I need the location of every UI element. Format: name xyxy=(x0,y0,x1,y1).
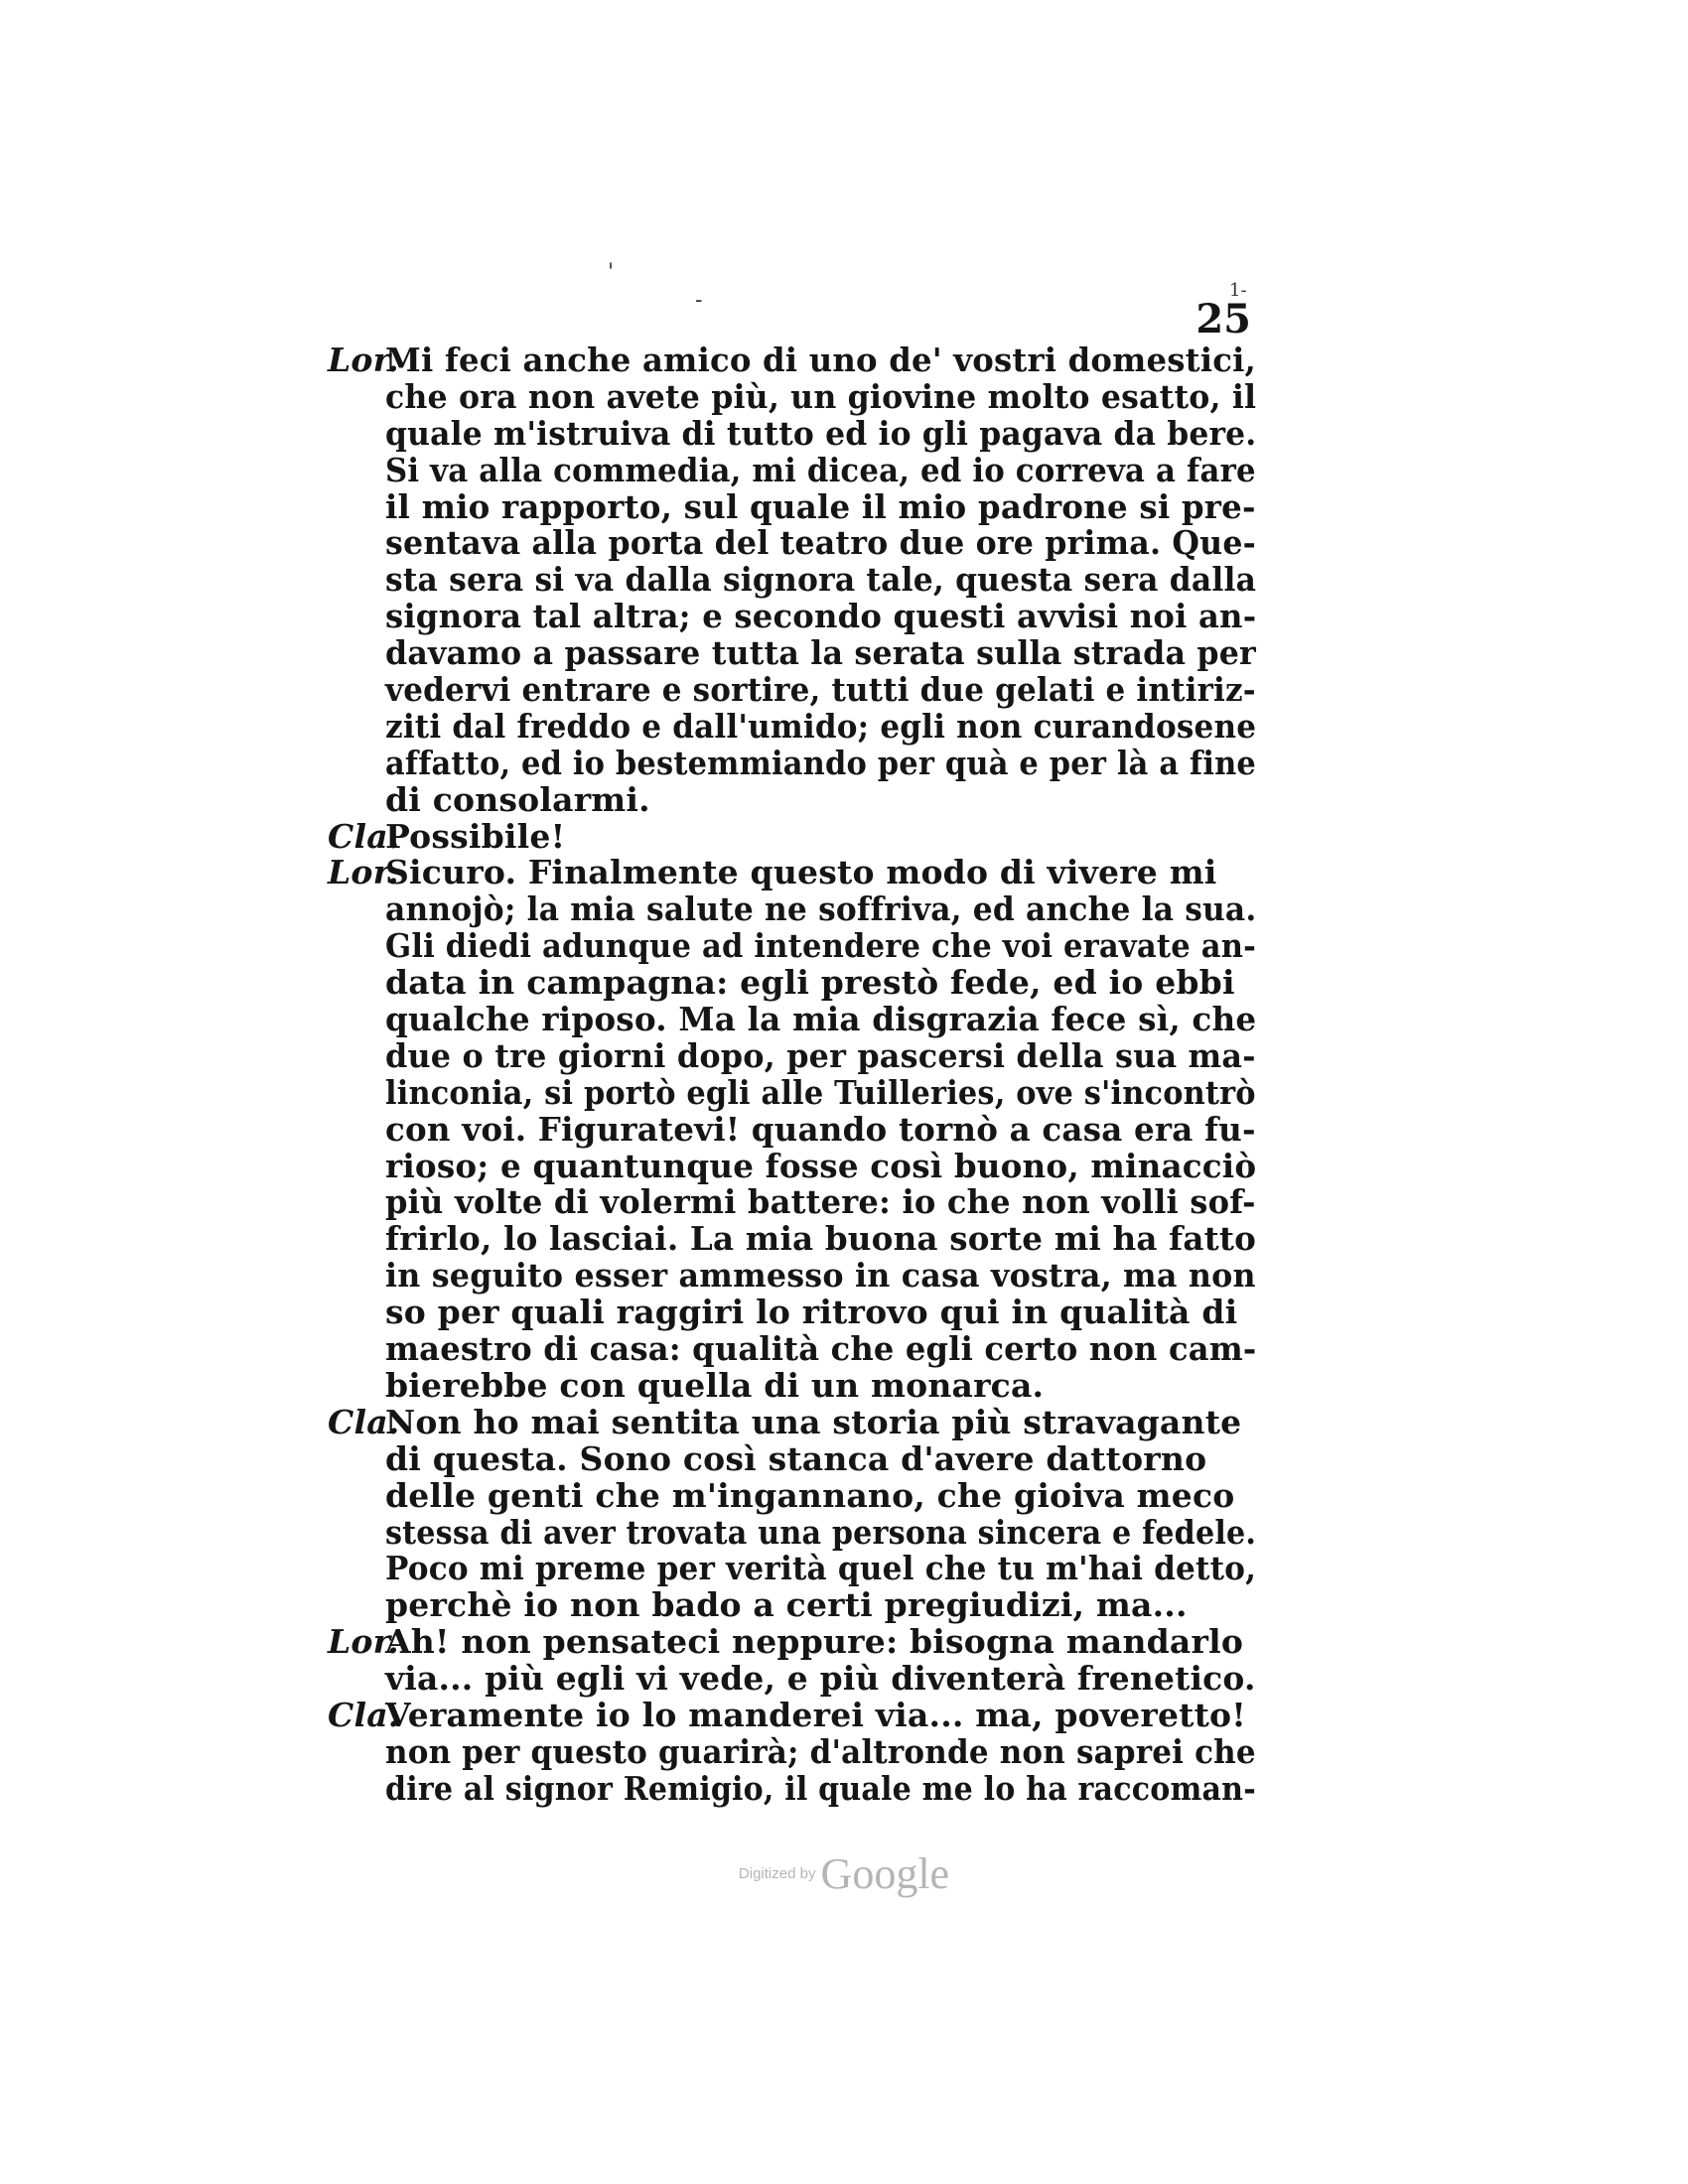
text-line xyxy=(328,743,1256,782)
line-text: ziti dal freddo e dall'umido; egli non curandosene xyxy=(385,706,1257,746)
text-line xyxy=(328,1295,1256,1331)
text-line xyxy=(328,855,1256,891)
line-text: il mio rapporto, sul quale il mio padrone si pre- xyxy=(385,486,1256,526)
text-line xyxy=(328,1512,1257,1552)
text-line xyxy=(328,1587,1256,1624)
page-number: 25 xyxy=(1196,296,1251,342)
text-line xyxy=(328,525,1256,562)
digitized-by-google-watermark xyxy=(0,1848,1688,1899)
line-text: stessa di aver trovata una persona sincera e fedele. xyxy=(385,1512,1257,1552)
line-text: dire al signor Remigio, il quale me lo ha raccoman- xyxy=(385,1768,1256,1808)
text-line xyxy=(328,965,1256,1002)
line-text: davamo a passare tutta la serata sulla strada per xyxy=(385,633,1256,673)
line-text: non per questo guarirà; d'altronde non saprei che xyxy=(385,1731,1256,1771)
line-text: Mi feci anche amico di uno de' vostri domestici, xyxy=(385,341,1256,379)
text-line xyxy=(328,1331,1256,1368)
text-line xyxy=(328,779,1256,819)
line-text: quale m'istruiva di tutto ed io gli pagava da bere. xyxy=(385,413,1257,453)
line-text: sta sera si va dalla signora tale, questa sera dalla xyxy=(385,560,1257,600)
line-text: delle genti che m'ingannano, che gioiva meco xyxy=(385,1475,1235,1515)
line-text: che ora non avete più, un giovine molto esatto, il xyxy=(385,376,1257,416)
line-text: vedervi entrare e sortire, tutti due gelati e intiriz- xyxy=(385,670,1256,710)
text-line xyxy=(328,1438,1256,1478)
text-line xyxy=(328,1551,1256,1587)
text-line xyxy=(328,1109,1256,1149)
text-line xyxy=(328,376,1257,416)
line-text: qualche riposo. Ma la mia disgrazia fece sì, che xyxy=(385,1000,1257,1039)
text-line xyxy=(328,928,1256,965)
line-text: Ah! non pensateci neppure: bisogna mandarlo xyxy=(385,1622,1244,1662)
text-line xyxy=(328,486,1256,526)
line-text: Possibile! xyxy=(385,816,566,856)
text-line xyxy=(328,413,1257,453)
text-line xyxy=(328,1402,1256,1441)
line-text: Poco mi preme per verità quel che tu m'hai detto, xyxy=(385,1549,1257,1588)
text-line xyxy=(328,1002,1256,1038)
text-line xyxy=(328,450,1256,489)
text-line xyxy=(328,1475,1256,1515)
speaker-label: Cla. xyxy=(328,1402,400,1441)
text-line xyxy=(328,1661,1256,1698)
line-text: di consolarmi. xyxy=(385,779,650,819)
text-line xyxy=(328,1072,1256,1112)
line-text: due o tre giorni dopo, per pascersi della sua ma- xyxy=(385,1035,1256,1075)
text-line xyxy=(328,1258,1256,1295)
text-line xyxy=(328,342,1256,379)
line-text: Veramente io lo manderei via... ma, poveretto! xyxy=(385,1695,1246,1734)
text-line xyxy=(328,599,1256,635)
text-line xyxy=(328,672,1256,709)
watermark-brand: Google xyxy=(820,1849,950,1898)
line-text: bierebbe con quella di un monarca. xyxy=(385,1365,1045,1405)
text-line xyxy=(328,1146,1257,1185)
stray-mark-right: 1- xyxy=(1229,280,1247,301)
line-text: più volte di volermi battere: io che non volli sof- xyxy=(385,1182,1256,1222)
text-line xyxy=(328,1768,1256,1808)
speaker-label: Lor. xyxy=(328,1622,399,1662)
text-line xyxy=(328,891,1256,928)
line-text: via... più egli vi vede, e più diventerà frenetico. xyxy=(385,1659,1256,1699)
watermark-prefix: Digitized by xyxy=(738,1865,816,1882)
text-line xyxy=(328,1731,1256,1771)
stray-mark-top: ' xyxy=(608,260,615,285)
line-text: Non ho mai sentita una storia più stravagante xyxy=(385,1402,1242,1441)
speaker-label: Lor. xyxy=(328,341,399,379)
line-text: affatto, ed io bestemmiando per quà e per là a fine xyxy=(385,743,1256,782)
stray-mark-middle: - xyxy=(695,288,703,313)
line-text: in seguito esser ammesso in casa vostra, ma non xyxy=(385,1256,1256,1296)
dialogue-text xyxy=(328,342,1256,1808)
text-line xyxy=(328,635,1256,672)
line-text: Sicuro. Finalmente questo modo di vivere mi xyxy=(385,853,1217,892)
line-text: Si va alla commedia, mi dicea, ed io correva a fare xyxy=(385,450,1256,489)
line-text: signora tal altra; e secondo questi avvisi noi an- xyxy=(385,597,1257,636)
line-text: sentava alla porta del teatro due ore prima. Que- xyxy=(385,523,1256,563)
line-text: perchè io non bado a certi pregiudizi, ma... xyxy=(385,1585,1188,1625)
speaker-label: Cla. xyxy=(328,816,400,856)
text-line xyxy=(328,1035,1256,1075)
line-text: con voi. Figuratevi! quando tornò a casa era fu- xyxy=(385,1109,1256,1149)
text-line xyxy=(328,1365,1256,1405)
text-line xyxy=(328,1624,1256,1661)
line-text: annojò; la mia salute ne soffriva, ed anche la sua. xyxy=(385,889,1257,929)
line-text: data in campagna: egli prestò fede, ed io ebbi xyxy=(385,963,1235,1003)
text-line xyxy=(328,1695,1256,1734)
line-text: di questa. Sono così stanca d'avere dattorno xyxy=(385,1438,1207,1478)
line-text: frirlo, lo lasciai. La mia buona sorte mi ha fatto xyxy=(385,1219,1257,1259)
line-text: rioso; e quantunque fosse così buono, minacciò xyxy=(385,1146,1257,1185)
line-text: linconia, si portò egli alle Tuilleries, ove s'incontrò xyxy=(385,1072,1256,1112)
text-line xyxy=(328,816,1256,856)
line-text: so per quali raggiri lo ritrovo qui in qualità di xyxy=(385,1293,1238,1332)
text-line xyxy=(328,562,1256,599)
text-line xyxy=(328,1184,1256,1221)
speaker-label: Lor. xyxy=(328,853,399,892)
text-line xyxy=(328,706,1257,746)
text-line xyxy=(328,1221,1256,1258)
line-text: Gli diedi adunque ad intendere che voi eravate an- xyxy=(385,926,1257,966)
line-text: maestro di casa: qualità che egli certo non cam- xyxy=(385,1329,1257,1369)
speaker-label: Cla. xyxy=(328,1695,400,1734)
